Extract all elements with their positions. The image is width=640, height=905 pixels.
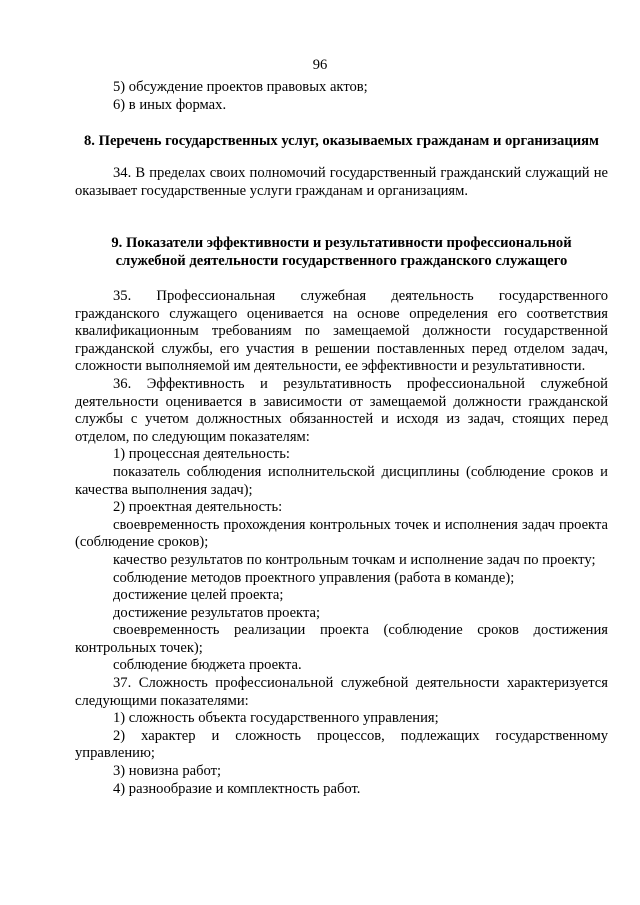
list-item: 5) обсуждение проектов правовых актов; bbox=[113, 79, 368, 95]
list-item: достижение целей проекта; bbox=[113, 587, 284, 604]
section-9-body bbox=[75, 288, 608, 798]
section-9-heading-line-1: 9. Показатели эффективности и результативности профессиональной bbox=[111, 235, 572, 251]
list-item: 3) новизна работ; bbox=[113, 763, 222, 780]
paragraph-37: 37. Сложность профессиональной служебной деятельности характеризуется следующими показателями: bbox=[75, 675, 608, 709]
list-item: 1) процессная деятельность: bbox=[113, 446, 290, 463]
list-item: 4) разнообразие и комплектность работ. bbox=[113, 780, 361, 797]
list-item: 1) сложность объекта государственного управления; bbox=[113, 710, 439, 727]
list-item: соблюдение методов проектного управления (работа в команде); bbox=[113, 569, 515, 586]
list-item: 2) проектная деятельность: bbox=[113, 499, 283, 516]
list-item: своевременность реализации проекта (соблюдение сроков достижения контрольных точек); bbox=[75, 622, 608, 656]
paragraph-34: 34. В пределах своих полномочий государственный гражданский служащий не оказывает государственные услуги гражданам и организациям. bbox=[75, 165, 608, 199]
list-item: 6) в иных формах. bbox=[113, 96, 227, 113]
paragraph-35: 35. Профессиональная служебная деятельность государственного гражданского служащего оценивается на основе определения его соответствия квалификационным требованиям по замещаемой должности государственной гражданской службы, его участия в решении поставленных перед отделом задач, сложности выполняемой им деятельности, ее эффективности и результативности. bbox=[75, 288, 608, 375]
list-item: достижение результатов проекта; bbox=[113, 604, 321, 621]
section-8-heading: 8. Перечень государственных услуг, оказываемых гражданам и организациям bbox=[84, 133, 599, 149]
section-8-heading-block bbox=[75, 133, 608, 151]
list-item: соблюдение бюджета проекта. bbox=[113, 657, 302, 674]
list-item: качество результатов по контрольным точкам и исполнение задач по проекту; bbox=[113, 551, 596, 568]
list-item: 2) характер и сложность процессов, подлежащих государственному управлению; bbox=[75, 727, 608, 762]
section-9-heading-block bbox=[75, 235, 608, 270]
paragraph-36: 36. Эффективность и результативность профессиональной служебной деятельности оценивается в зависимости от замещаемой должности гражданской службы с учетом должностных обязанностей и исходя из задач, стоящих перед отделом, по следующим показателям: bbox=[75, 375, 608, 445]
page-number: 96 bbox=[312, 57, 328, 73]
list-item: своевременность прохождения контрольных точек и исполнения задач проекта (соблюдение сроков); bbox=[75, 516, 608, 551]
list-item: показатель соблюдения исполнительской дисциплины (соблюдение сроков и качества выполнения задач); bbox=[75, 463, 608, 498]
section-9-heading-line-2: служебной деятельности государственного гражданского служащего bbox=[115, 252, 568, 269]
section-8-body bbox=[75, 165, 608, 200]
list-top bbox=[75, 79, 608, 114]
